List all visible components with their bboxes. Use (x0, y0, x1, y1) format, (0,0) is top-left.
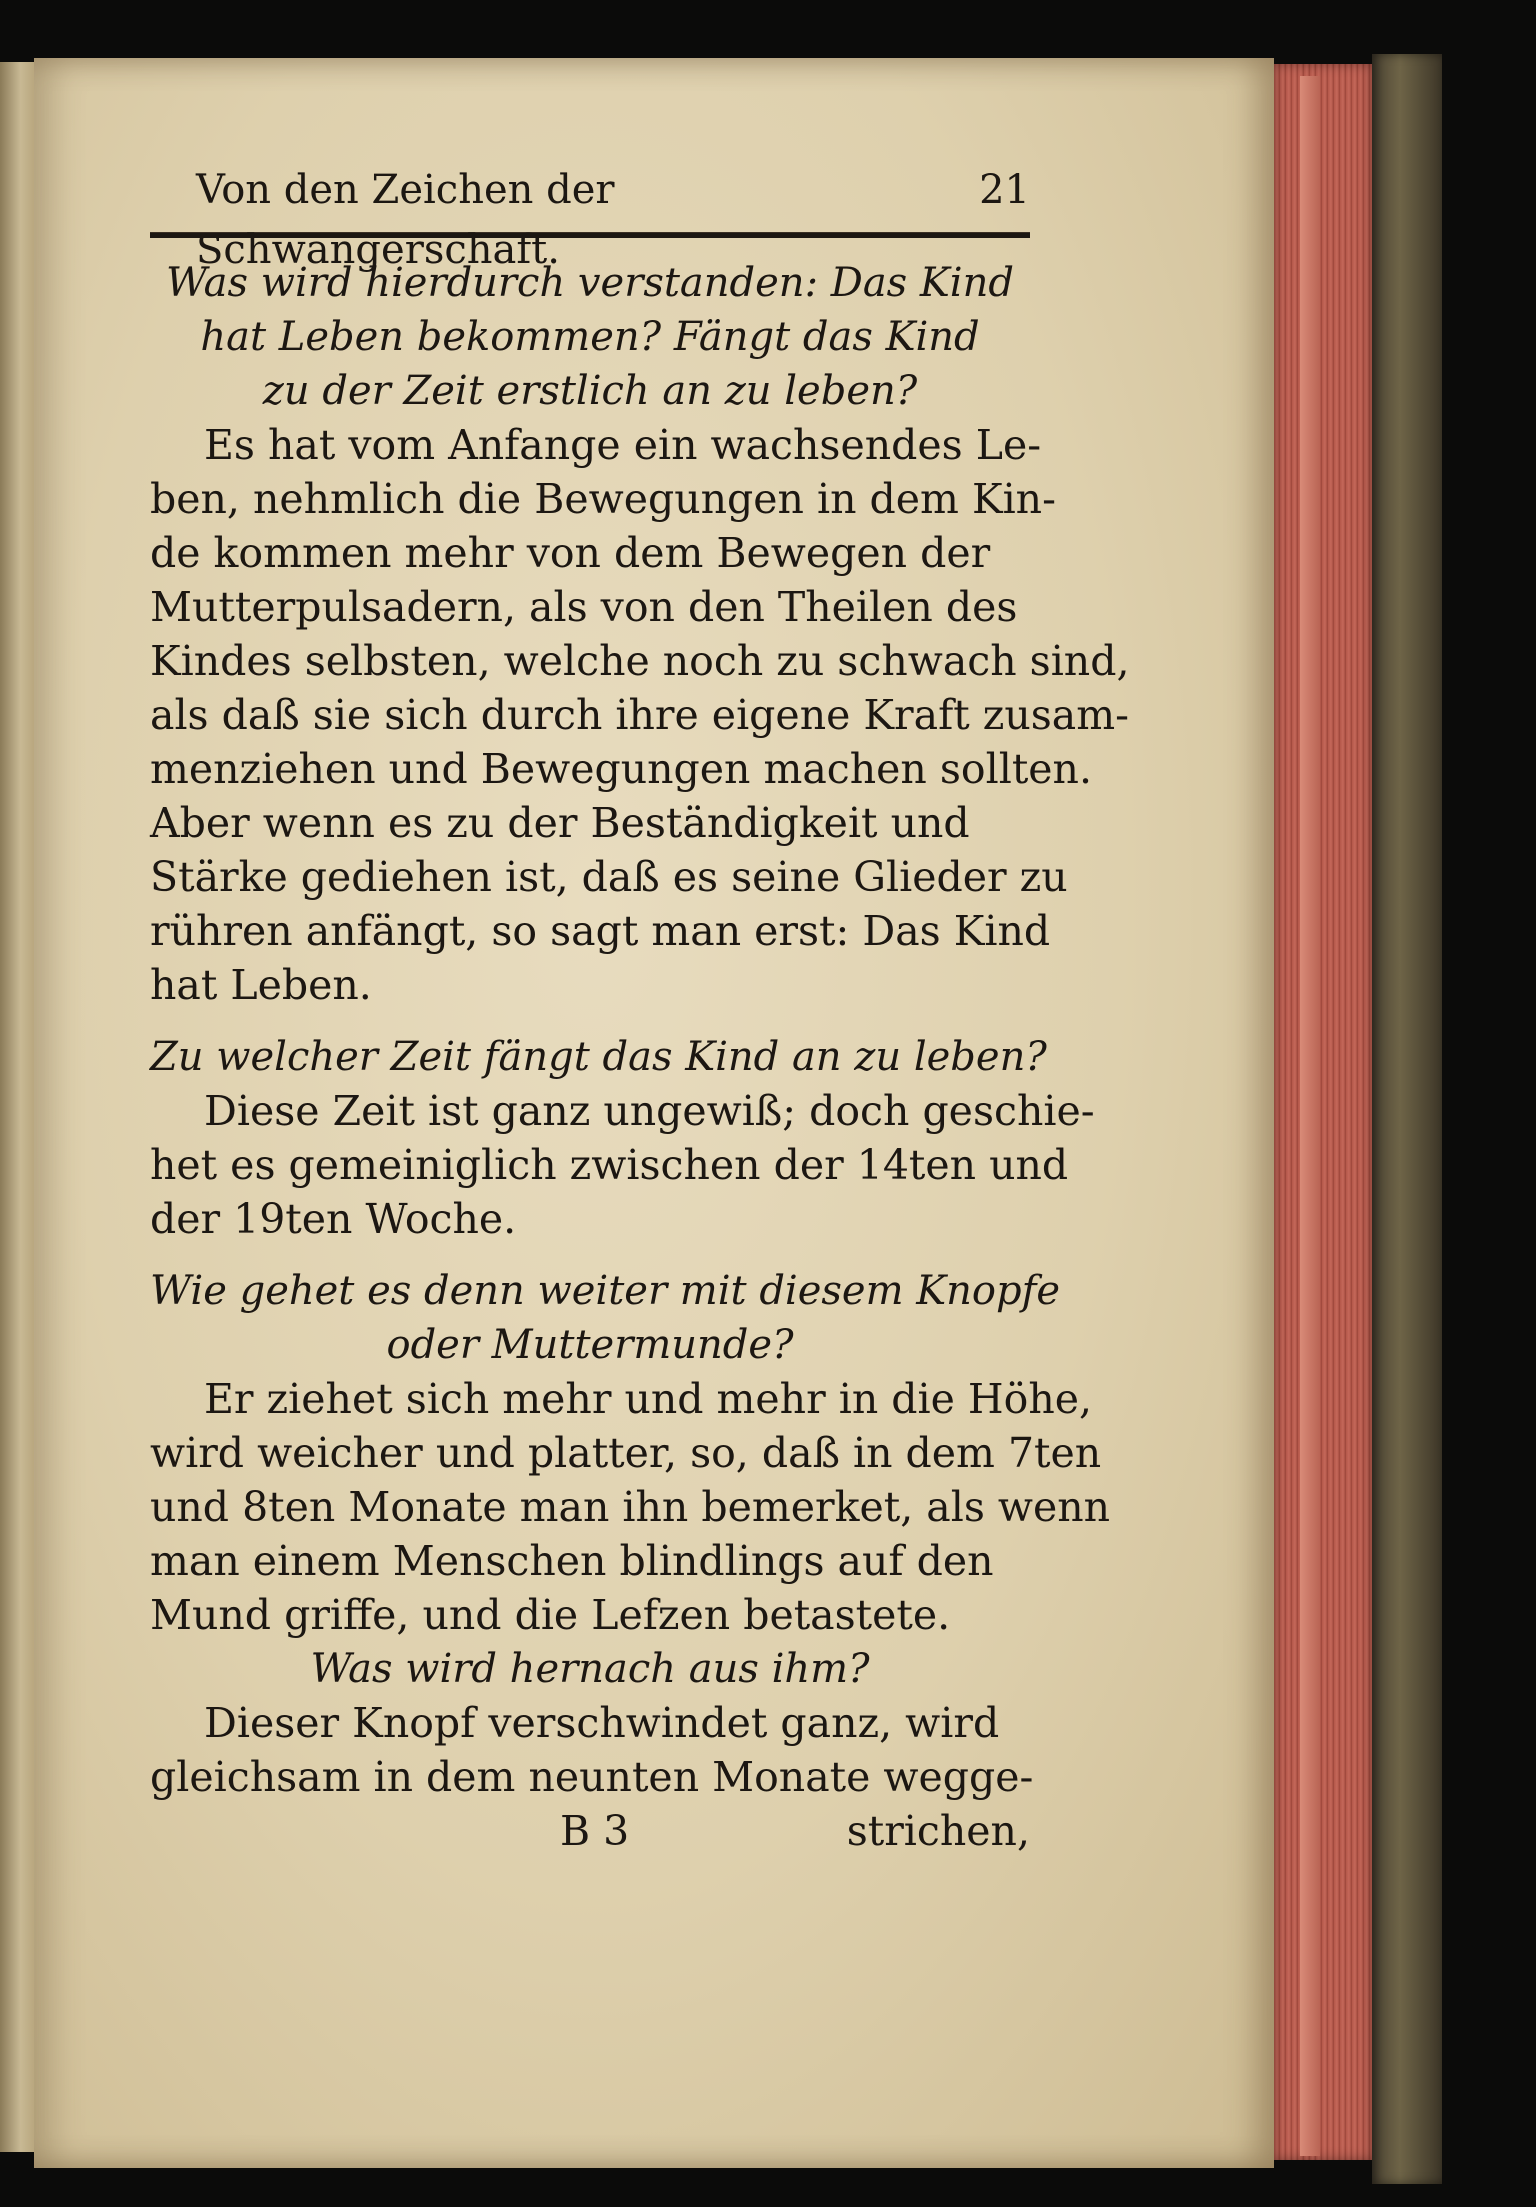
text-line: hat Leben. (150, 961, 372, 1009)
question-1 (150, 256, 1030, 418)
text-line: Zu welcher Zeit fängt das Kind an zu leben? (150, 1034, 1047, 1080)
question-2 (150, 1030, 1047, 1084)
book-cover (1372, 54, 1442, 2184)
text-line: Was wird hierdurch verstanden: Das Kind (166, 260, 1014, 306)
text-line: man einem Menschen blindlings auf den (150, 1537, 994, 1585)
page-text (150, 160, 1130, 1858)
text-line: het es gemeiniglich zwischen der 14ten und (150, 1141, 1069, 1189)
text-line: wird weicher und platter, so, daß in dem 7ten (150, 1429, 1102, 1477)
text-line: rühren anfängt, so sagt man erst: Das Kind (150, 907, 1051, 955)
text-line: Kindes selbsten, welche noch zu schwach sind, (150, 637, 1130, 685)
catchword: strichen, (846, 1807, 1030, 1855)
text-line: Dieser Knopf verschwindet ganz, wird (204, 1699, 1000, 1747)
text-line: zu der Zeit erstlich an zu leben? (262, 368, 918, 414)
answer-4 (150, 1696, 1034, 1804)
page-block-edges (1274, 64, 1372, 2160)
previous-page-edge (0, 62, 34, 2152)
running-title: Von den Zeichen der Schwangerschaft. (196, 167, 615, 273)
text-line: Mund griffe, und die Lefzen betastete. (150, 1591, 951, 1639)
page-number: 21 (979, 167, 1030, 213)
answer-1 (150, 418, 1130, 1012)
red-edge-strip (1300, 76, 1320, 2156)
running-header (150, 160, 1030, 273)
text-line: menziehen und Bewegungen machen sollten. (150, 745, 1092, 793)
text-line: Stärke gediehen ist, daß es seine Glieder zu (150, 853, 1068, 901)
answer-3 (150, 1372, 1111, 1642)
page-footer (150, 1804, 1030, 1858)
question-3 (150, 1264, 1061, 1372)
text-line: und 8ten Monate man ihn bemerket, als wenn (150, 1483, 1111, 1531)
text-line: hat Leben bekommen? Fängt das Kind (200, 314, 980, 360)
text-line: Wie gehet es denn weiter mit diesem Knopfe (150, 1268, 1061, 1314)
text-line: Mutterpulsadern, als von den Theilen des (150, 583, 1018, 631)
text-line: der 19ten Woche. (150, 1195, 517, 1243)
answer-2 (150, 1084, 1095, 1246)
text-line: Es hat vom Anfange ein wachsendes Le- (204, 421, 1042, 469)
text-line: ben, nehmlich die Bewegungen in dem Kin- (150, 475, 1056, 523)
text-line: oder Muttermunde? (386, 1322, 794, 1368)
text-line: Diese Zeit ist ganz ungewiß; doch geschie- (204, 1087, 1095, 1135)
text-line: als daß sie sich durch ihre eigene Kraft zusam- (150, 691, 1129, 739)
signature-mark: B 3 (560, 1807, 630, 1855)
text-line: Was wird hernach aus ihm? (310, 1646, 870, 1692)
text-line: de kommen mehr von dem Bewegen der (150, 529, 991, 577)
text-line: gleichsam in dem neunten Monate wegge- (150, 1753, 1034, 1801)
question-4 (150, 1642, 1030, 1696)
text-line: Er ziehet sich mehr und mehr in die Höhe, (204, 1375, 1093, 1423)
text-line: Aber wenn es zu der Beständigkeit und (150, 799, 970, 847)
